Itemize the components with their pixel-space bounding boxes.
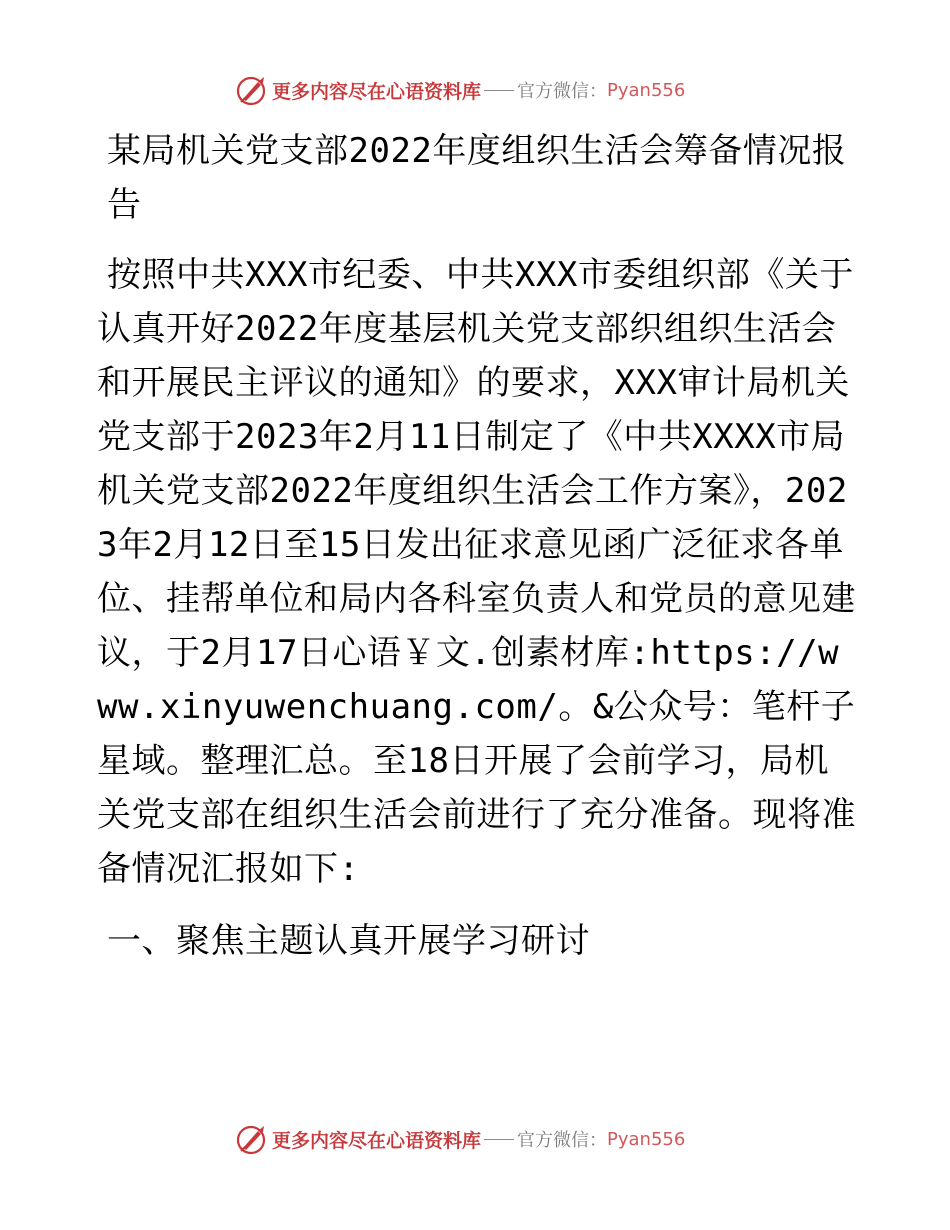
section-heading: 一、聚焦主题认真开展学习研讨 xyxy=(107,921,590,961)
promo-text: 更多内容尽在心语资料库 xyxy=(272,1129,482,1152)
official-label: 官方微信： xyxy=(517,81,608,102)
promo-text: 更多内容尽在心语资料库 xyxy=(272,80,482,103)
banner-dash-divider xyxy=(484,90,514,91)
banner-dash-divider xyxy=(484,1139,514,1140)
quill-pen-logo-icon xyxy=(234,1122,268,1156)
quill-pen-logo-icon xyxy=(234,73,268,107)
document-title: 某局机关党支部2022年度组织生活会筹备情况报告 xyxy=(107,131,847,225)
header-watermark xyxy=(234,72,685,108)
document-body xyxy=(97,124,857,968)
wechat-id: Pyan556 xyxy=(607,79,686,101)
wechat-id: Pyan556 xyxy=(607,1128,686,1150)
official-label: 官方微信： xyxy=(517,1130,608,1151)
body-paragraph: 按照中共XXX市纪委、中共XXX市委组织部《关于认真开好2022年度基层机关党支部织组织生活会和开展民主评议的通知》的要求，XXX审计局机关党支部于2023年2月11日制定了《中共XXXX市局机关党支部2022年度组织生活会工作方案》，2023年2月12日至15日发出征求意见函广泛征求各单位、挂帮单位和局内各科室负责人和党员的意见建议，于2月17日心语￥文.创素材库:https://www.xinyuwenchuang.com/。&公众号：笔杆子星域。整理汇总。至18日开展了会前学习，局机关党支部在组织生活会前进行了充分准备。现将准备情况汇报如下: xyxy=(97,255,856,889)
footer-watermark xyxy=(234,1121,685,1157)
